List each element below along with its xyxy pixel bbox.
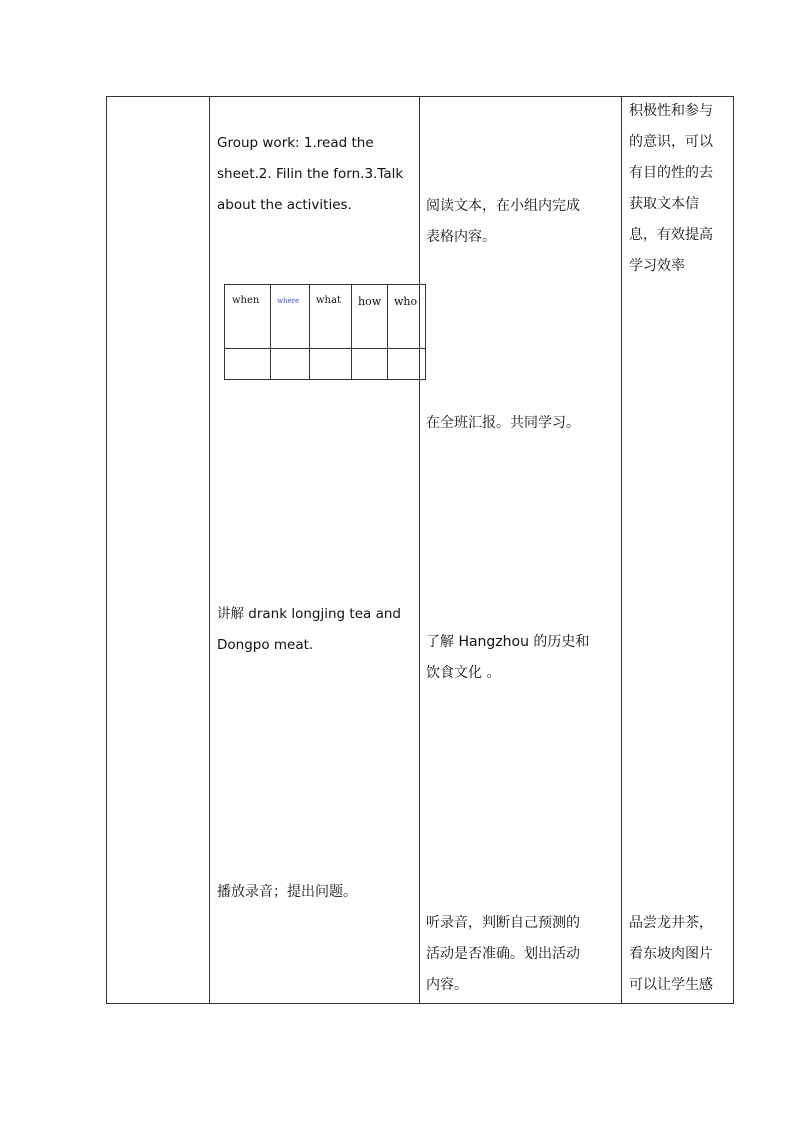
learn-text: 了解 Hangzhou 的历史和 饮食文化 。 xyxy=(426,634,590,681)
header-who: who xyxy=(394,295,418,308)
header-what: what xyxy=(316,295,341,306)
taste-text: 品尝龙井茶， 看东坡肉图片 可以让学生感 xyxy=(629,915,713,993)
header-when: when xyxy=(232,295,260,306)
column-divider xyxy=(621,96,622,1004)
mini-row-divider xyxy=(225,348,425,349)
mini-col-divider xyxy=(270,285,271,379)
mini-col-divider xyxy=(309,285,310,379)
report-text: 在全班汇报。共同学习。 xyxy=(426,415,580,431)
activity-table xyxy=(224,284,426,380)
column-divider xyxy=(209,96,210,1004)
explain-text: 讲解 drank longjing tea and Dongpo meat. xyxy=(217,606,401,653)
read-text: 阅读文本，在小组内完成 表格内容。 xyxy=(426,198,580,245)
purpose-text: 积极性和参与 的意识，可以 有目的性的去 获取文本信 息，有效提高 学习效率 xyxy=(629,103,713,274)
mini-col-divider xyxy=(351,285,352,379)
header-how: how xyxy=(358,295,382,308)
column-divider xyxy=(419,96,420,1004)
listen-text: 听录音，判断自己预测的 活动是否准确。划出活动 内容。 xyxy=(426,915,580,993)
header-where: where xyxy=(277,297,300,305)
play-recording-text: 播放录音；提出问题。 xyxy=(217,884,357,900)
group-work-text: Group work: 1.read the sheet.2. Filin the forn.3.Talk about the activities. xyxy=(217,135,404,213)
mini-col-divider xyxy=(387,285,388,379)
